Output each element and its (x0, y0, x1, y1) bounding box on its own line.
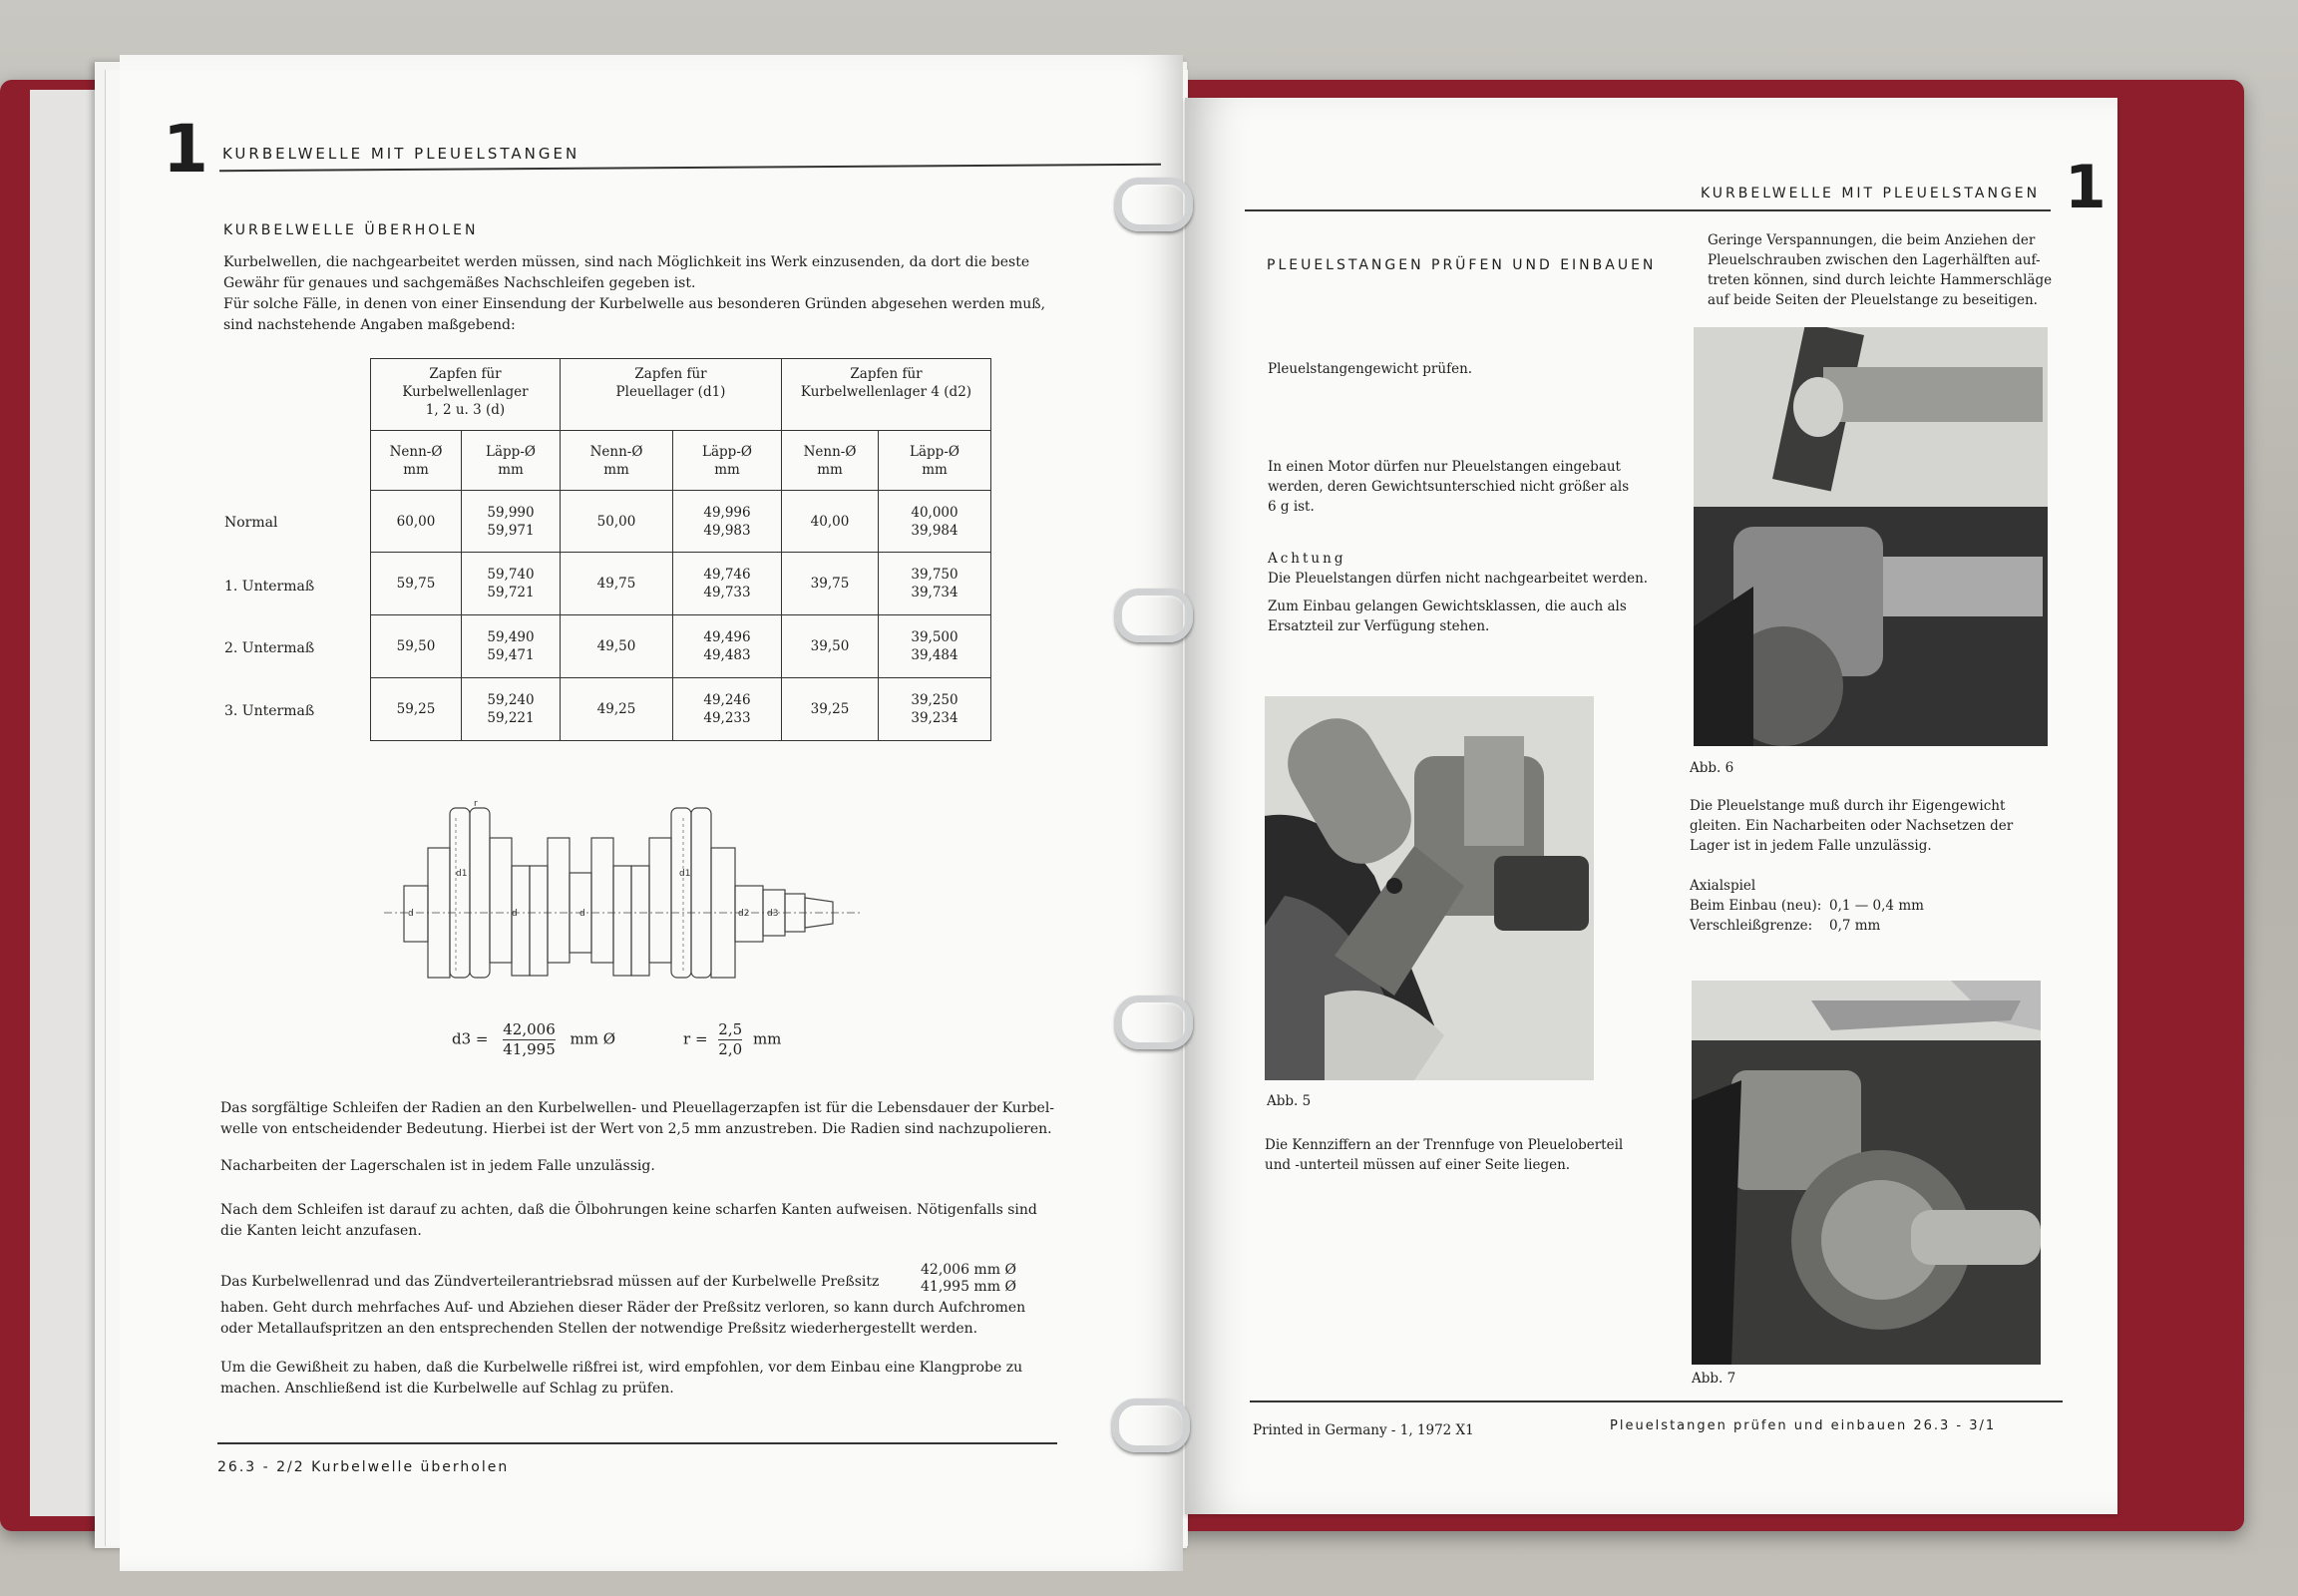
paragraph-crack-test: Um die Gewißheit zu haben, daß die Kurbelwelle rißfrei ist, wird empfohlen, vor dem Einbau eine Klangprobe zu machen. Anschließend ist die Kurbelwelle auf Schlag zu prüfen. (220, 1360, 1023, 1396)
sub-header: Nenn-Ø mm (371, 431, 462, 491)
caption-abb5: Abb. 5 (1267, 1093, 1312, 1109)
paragraph-press-fit: Das Kurbelwellenrad und das Zündverteilerantriebsrad müssen auf der Kurbelwelle Preßsitz 42,006 mm Ø 41,995 mm Ø haben. Geht durch mehrfaches Auf- und Abziehen dieser Räder der Preßsitz verloren, so kann durch Aufchromen oder Metallaufspritzen an den entsprechenden Stellen der notwendige Preßsitz wiederhergestellt werden. (220, 1262, 1026, 1337)
binder-ring-3 (1115, 996, 1193, 1049)
hammer-photo (1694, 327, 2048, 746)
glide-text: Die Pleuelstange muß durch ihr Eigengewicht gleiten. Ein Nacharbeiten oder Nachsetzen der Lager ist in jedem Falle unzulässig. (1690, 798, 2014, 854)
axial-play-photo (1692, 981, 2041, 1365)
table-cell: 49,75 (561, 553, 673, 615)
paragraph-bearing-shells: Nacharbeiten der Lagerschalen ist in jedem Falle unzulässig. (220, 1158, 655, 1174)
text-line: sind nachstehende Angaben maßgebend: (223, 317, 516, 333)
table-cell: 59,75 (371, 553, 462, 615)
table-row (371, 615, 991, 678)
text-line: Für solche Fälle, in denen von einer Einsendung der Kurbelwelle aus besonderen Gründen abgesehen werden muß, (223, 296, 1046, 312)
table-cell: 59,25 (371, 678, 462, 741)
axialspiel-row2-label: Verschleißgrenze: (1690, 918, 1813, 934)
formula-r-unit: mm (752, 1029, 782, 1048)
formula-r-fraction (718, 1020, 742, 1059)
diagram-label-d1: d1 (456, 869, 468, 879)
table-row (371, 678, 991, 741)
axialspiel-row2-value: 0,7 mm (1829, 918, 1881, 934)
paragraph-oil-holes: Nach dem Schleifen ist darauf zu achten, daß die Ölbohrungen keine scharfen Kanten aufweisen. Nötigenfalls sind die Kanten leicht anzufasen. (220, 1202, 1037, 1239)
table-cell: 39,25 (782, 678, 879, 741)
table-cell: 49,50 (561, 615, 673, 678)
formula-r-numerator: 2,5 (718, 1020, 743, 1038)
dimensions-table (370, 358, 991, 741)
table-cell: 39,500 39,484 (879, 615, 991, 678)
binder-ring-2 (1115, 589, 1193, 642)
table-cell: 59,240 59,221 (462, 678, 561, 741)
table-cell: 49,996 49,983 (673, 491, 782, 553)
group-header-main-bearings: Zapfen für Kurbelwellenlager 1, 2 u. 3 (d) (371, 359, 561, 431)
formula-d3-fraction (503, 1020, 556, 1059)
achtung-label: Achtung (1268, 551, 1346, 567)
formula-r (683, 1020, 781, 1059)
running-title: KURBELWELLE MIT PLEUELSTANGEN (1701, 186, 2041, 201)
table-row (371, 491, 991, 553)
weight-text: In einen Motor dürfen nur Pleuelstangen eingebaut werden, deren Gewichtsunterschied nicht größer als 6 g ist. (1268, 459, 1630, 515)
diagram-label-d2: d2 (738, 909, 750, 919)
section-title: KURBELWELLE ÜBERHOLEN (223, 222, 479, 238)
achtung-text: Die Pleuelstangen dürfen nicht nachgearbeitet werden. (1268, 571, 1649, 587)
table-cell: 49,746 49,733 (673, 553, 782, 615)
table-cell: 39,75 (782, 553, 879, 615)
binder-ring-1 (1115, 178, 1193, 231)
footer-rule (1250, 1400, 2063, 1402)
table-cell: 59,990 59,971 (462, 491, 561, 553)
row-label-untermass-1: 1. Untermaß (224, 579, 315, 595)
diagram-label-d1: d1 (679, 869, 691, 879)
weight-classes-text: Zum Einbau gelangen Gewichtsklassen, die auch als Ersatzteil zur Verfügung stehen. (1268, 598, 1627, 634)
page-footer: 26.3 - 2/2 Kurbelwelle überholen (217, 1459, 510, 1475)
abb5-text: Die Kennziffern an der Trennfuge von Pleueloberteil und -unterteil müssen auf einer Seite liegen. (1265, 1137, 1624, 1173)
sub-header-row (371, 431, 991, 491)
group-header-rod-bearings: Zapfen für Pleuellager (d1) (561, 359, 782, 431)
press-fit-lower: 41,995 mm Ø (921, 1279, 1016, 1295)
diagram-label-d3: d3 (767, 909, 779, 919)
table-cell: 49,25 (561, 678, 673, 741)
formula-r-lhs: r = (683, 1029, 708, 1048)
hammer-text: Geringe Verspannungen, die beim Anziehen der Pleuelschrauben zwischen den Lagerhälften auf- treten können, sind durch leichte Hammerschläge auf beide Seiten der Pleuelstange zu beseitigen. (1708, 232, 2053, 308)
table-cell: 39,750 39,734 (879, 553, 991, 615)
table-row (371, 553, 991, 615)
table-cell: 60,00 (371, 491, 462, 553)
crankshaft-drawing (384, 798, 863, 1037)
header-rule (1245, 209, 2051, 211)
sub-header: Nenn-Ø mm (561, 431, 673, 491)
section-title: PLEUELSTANGEN PRÜFEN UND EINBAUEN (1267, 257, 1657, 273)
table-cell: 59,740 59,721 (462, 553, 561, 615)
table-cell: 39,50 (782, 615, 879, 678)
chapter-number: 1 (163, 111, 208, 188)
intro-text (223, 252, 1151, 336)
weight-heading: Pleuelstangengewicht prüfen. (1268, 361, 1473, 377)
axialspiel-title: Axialspiel (1690, 878, 1756, 894)
table-cell: 49,496 49,483 (673, 615, 782, 678)
sub-header: Läpp-Ø mm (673, 431, 782, 491)
formula-d3-lhs: d3 = (452, 1029, 489, 1048)
connecting-rod-photo (1265, 696, 1594, 1080)
axialspiel-block (1690, 876, 2069, 936)
header-rule (219, 164, 1161, 173)
table-cell: 40,000 39,984 (879, 491, 991, 553)
table-cell: 40,00 (782, 491, 879, 553)
table-cell: 59,50 (371, 615, 462, 678)
row-label-untermass-2: 2. Untermaß (224, 640, 315, 656)
table-cell: 50,00 (561, 491, 673, 553)
axialspiel-row1-value: 0,1 — 0,4 mm (1829, 898, 1924, 914)
formula-r-denominator: 2,0 (718, 1040, 743, 1058)
diagram-label-d: d (408, 909, 414, 919)
paragraph-radii: Das sorgfältige Schleifen der Radien an den Kurbelwellen- und Pleuellagerzapfen ist für die Lebensdauer der Kurbel- welle von entscheidender Bedeutung. Hierbei ist der Wert von 2,5 mm anzustreben. Die Radien sind nachzupolieren. (220, 1100, 1055, 1137)
diagram-label-r: r (474, 799, 478, 809)
sub-header: Nenn-Ø mm (782, 431, 879, 491)
sub-header: Läpp-Ø mm (462, 431, 561, 491)
running-title: KURBELWELLE MIT PLEUELSTANGEN (222, 145, 580, 163)
diagram-label-d: d (579, 909, 585, 919)
chapter-number: 1 (2065, 153, 2106, 222)
table-cell: 59,490 59,471 (462, 615, 561, 678)
text-line: Kurbelwellen, die nachgearbeitet werden müssen, sind nach Möglichkeit ins Werk einzusenden, da dort die beste (223, 254, 1030, 270)
sub-header: Läpp-Ø mm (879, 431, 991, 491)
press-fit-upper: 42,006 mm Ø (921, 1262, 1016, 1278)
diagram-label-d: d (512, 909, 518, 919)
group-header-main-bearing-4: Zapfen für Kurbelwellenlager 4 (d2) (782, 359, 991, 431)
caption-abb6: Abb. 6 (1690, 760, 1734, 776)
formula-d3 (452, 1020, 615, 1059)
table-cell: 49,246 49,233 (673, 678, 782, 741)
text-line: Gewähr für genaues und sachgemäßes Nachschleifen gegeben ist. (223, 275, 696, 291)
formula-d3-denominator: 41,995 (503, 1040, 556, 1058)
row-label-untermass-3: 3. Untermaß (224, 703, 315, 719)
page-footer: Pleuelstangen prüfen und einbauen 26.3 - 3/1 (1610, 1418, 1997, 1433)
caption-abb7: Abb. 7 (1692, 1371, 1736, 1387)
footer-rule (217, 1442, 1057, 1444)
binder-ring-4 (1112, 1398, 1190, 1452)
right-page[interactable] (1185, 98, 2117, 1514)
table-cell: 39,250 39,234 (879, 678, 991, 741)
left-page[interactable] (120, 55, 1183, 1571)
formula-d3-numerator: 42,006 (503, 1020, 556, 1038)
axialspiel-row1-label: Beim Einbau (neu): (1690, 898, 1822, 914)
row-label-normal: Normal (224, 515, 278, 531)
formula-d3-unit: mm Ø (570, 1029, 616, 1048)
footer-printed: Printed in Germany - 1, 1972 X1 (1253, 1422, 1474, 1438)
